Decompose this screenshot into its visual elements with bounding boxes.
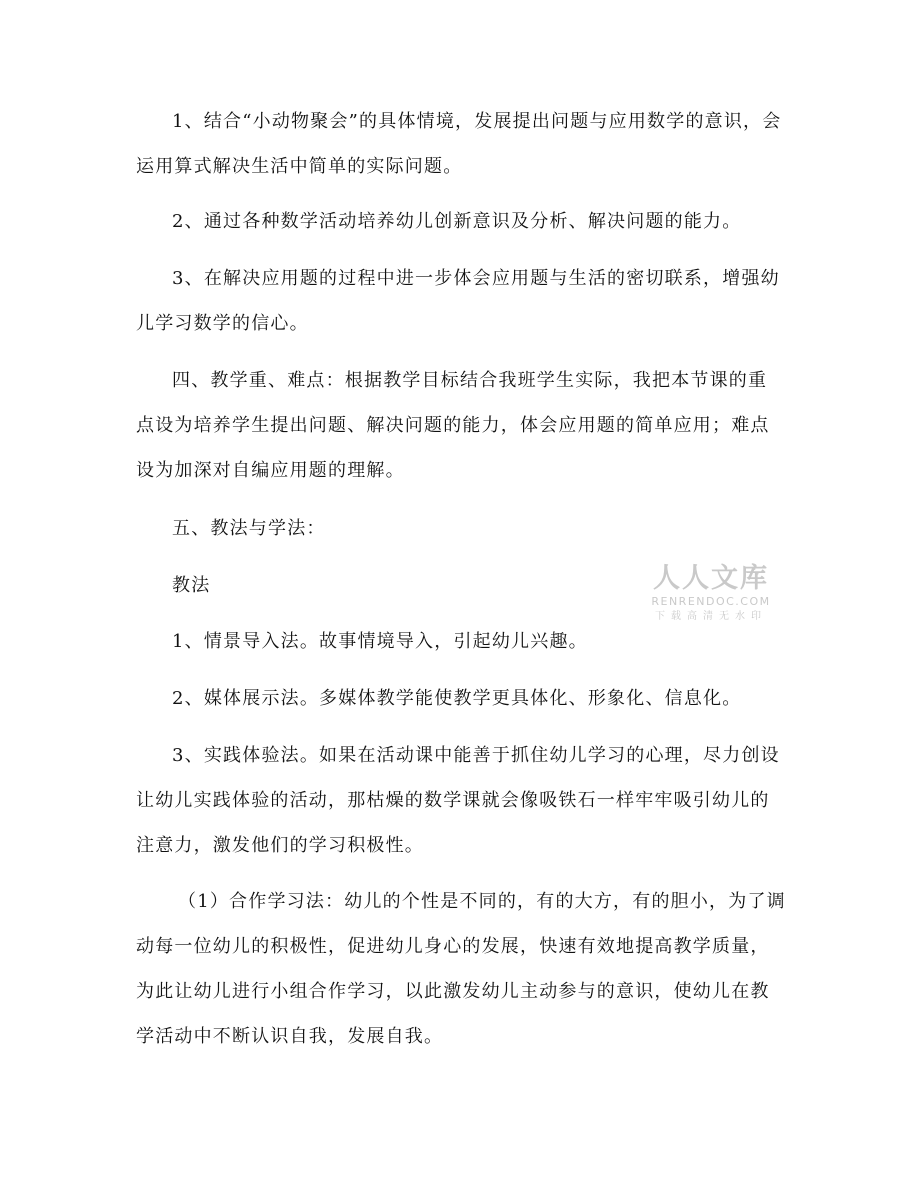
- paragraph-method-1: 1、情景导入法。故事情境导入，引起幼儿兴趣。: [172, 631, 588, 652]
- paragraph-cooperative-learning: （1）合作学习法：幼儿的个性是不同的，有的大方，有的胆小，为了调动每一位幼儿的积极性，促进幼儿身心的发展，快速有效地提高教学质量，为此让幼儿进行小组合作学习，以此激发幼儿主动参与的意识，使幼儿在教学活动中不断认识自我，发展自我。: [136, 891, 786, 1047]
- watermark-logo: [646, 564, 776, 630]
- subheading-teaching-methods: 教法: [172, 575, 211, 596]
- paragraph-goal-1: 1、结合“小动物聚会”的具体情境，发展提出问题与应用数学的意识，会运用算式解决生活中简单的实际问题。: [136, 111, 782, 177]
- watermark-tagline: 下载高清无水印: [655, 611, 767, 622]
- paragraph-method-3: 3、实践体验法。如果在活动课中能善于抓住幼儿学习的心理，尽力创设让幼儿实践体验的活动，那枯燥的数学课就会像吸铁石一样牢牢吸引幼儿的注意力，激发他们的学习积极性。: [136, 745, 780, 856]
- paragraph-goal-3: 3、在解决应用题的过程中进一步体会应用题与生活的密切联系，增强幼儿学习数学的信心。: [136, 268, 780, 334]
- paragraph-method-2: 2、媒体展示法。多媒体教学能使教学更具体化、形象化、信息化。: [172, 688, 742, 709]
- watermark-title: 人人文库: [653, 563, 769, 594]
- paragraph-goal-2: 2、通过各种数学活动培养幼儿创新意识及分析、解决问题的能力。: [172, 211, 742, 232]
- paragraph-key-points: 四、教学重、难点：根据教学目标结合我班学生实际，我把本节课的重点设为培养学生提出问题、解决问题的能力，体会应用题的简单应用；难点设为加深对自编应用题的理解。: [136, 370, 770, 481]
- section-heading-methods: 五、教法与学法：: [172, 518, 326, 539]
- watermark-domain: RENRENDOC.COM: [651, 595, 771, 608]
